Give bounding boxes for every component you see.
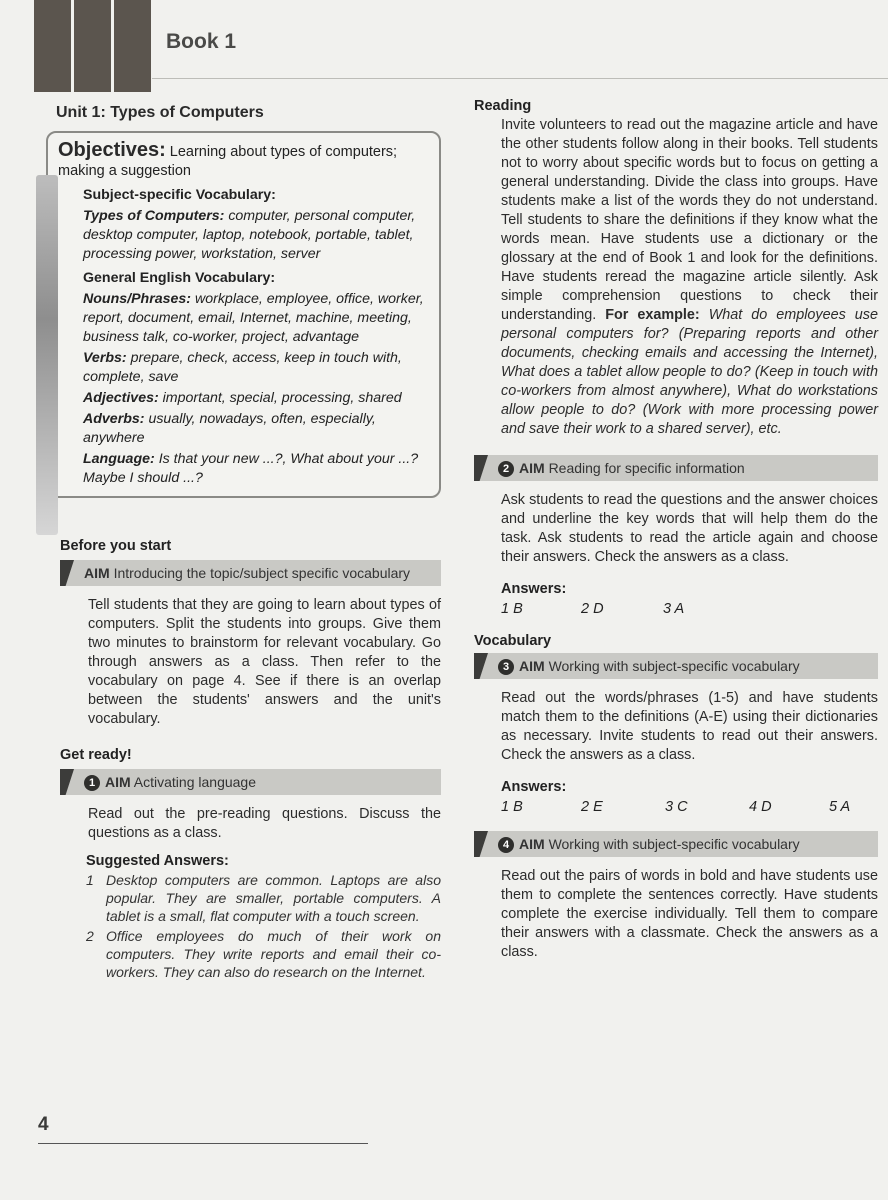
suggested-answers-heading: Suggested Answers:: [86, 853, 229, 869]
right-column: [474, 96, 878, 962]
adverbs-text: usually, nowadays, often, especially, anywhere: [83, 411, 376, 446]
aim-text: Reading for specific information: [548, 460, 745, 476]
answers-row: [501, 799, 878, 815]
aim-wedge: [474, 831, 488, 857]
verbs-label: Verbs:: [83, 350, 127, 366]
page-number: 4: [38, 1114, 49, 1135]
objectives-label: Objectives:: [58, 139, 166, 161]
aim-bar-1: [60, 769, 441, 795]
item-number: 2: [86, 928, 94, 944]
step-number-4: 4: [498, 837, 514, 853]
getready-paragraph: Read out the pre-reading questions. Discuss the questions as a class.: [88, 806, 441, 841]
answers-heading: Answers:: [501, 581, 567, 597]
unit-title: Unit 1: Types of Computers: [56, 104, 264, 121]
tab-block: [114, 0, 151, 92]
aim-wedge: [60, 560, 74, 586]
aim2-paragraph: Ask students to read the questions and the answer choices and underline the key words that will help them do the task. Ask students to read the article again and choose their answers. Check the answers as a class.: [501, 492, 878, 565]
aim-bar-2: [474, 455, 878, 481]
book-title: Book 1: [166, 30, 237, 53]
for-example-label: For example:: [605, 307, 700, 323]
answer: 4 D: [749, 799, 772, 815]
objectives-text: Learning about types of computers; making a suggestion: [58, 144, 398, 179]
nouns-vocab: [83, 290, 431, 347]
before-heading: Before you start: [60, 538, 172, 554]
before-paragraph: Tell students that they are going to learn about types of computers. Split the students into groups. Give them two minutes to brainstorm for relevant vocabulary. Go through answers as a class. Then refer to the vocabulary on page 4. See if there is an overlap between the students' answers and the unit's vocabulary.: [88, 597, 441, 727]
nouns-text: workplace, employee, office, worker, report, document, email, Internet, machine, meeting, business talk, co-worker, project, advantage: [83, 291, 424, 345]
objectives-heading: [58, 141, 431, 181]
aim-wedge: [60, 769, 74, 795]
adverbs-label: Adverbs:: [83, 411, 145, 427]
answer: 1 B: [501, 799, 523, 815]
header-rule: [152, 78, 888, 79]
answers-heading: Answers:: [501, 779, 567, 795]
aim-label: AIM: [519, 658, 545, 674]
reading-paragraph: [501, 116, 878, 439]
objectives-box: [46, 131, 441, 498]
item-text: Office employees do much of their work on computers. They write reports and email their co-workers. They can also do research on the Internet.: [106, 928, 441, 980]
step-number-3: 3: [498, 659, 514, 675]
answer: 2 D: [581, 601, 604, 617]
footer-rule: [38, 1143, 368, 1144]
aim3-paragraph: Read out the words/phrases (1-5) and have students match them to the definitions (A-E) using their dictionaries as necessary. Invite students to read out their answers. Check the answers as a class.: [501, 690, 878, 763]
suggested-answer-item: [86, 871, 441, 925]
verbs-text: prepare, check, access, keep in touch with, complete, save: [83, 350, 402, 385]
aim4-paragraph: Read out the pairs of words in bold and have students use them to complete the sentences correctly. Have students complete the exercise individually. Tell them to compare their answers with a classmate. Check the answers as a class.: [501, 868, 878, 960]
aim-label: AIM: [519, 460, 545, 476]
aim-text: Working with subject-specific vocabulary: [548, 836, 800, 852]
general-vocab-heading: General English Vocabulary:: [83, 270, 276, 286]
verbs-vocab: [83, 349, 431, 387]
suggested-answer-item: [86, 927, 441, 981]
aim-label: AIM: [84, 565, 110, 581]
answer: 2 E: [581, 799, 603, 815]
adjectives-label: Adjectives:: [83, 390, 159, 406]
aim-wedge: [474, 455, 488, 481]
nouns-label: Nouns/Phrases:: [83, 291, 192, 307]
aim-text: Activating language: [133, 774, 256, 790]
types-label: Types of Computers:: [83, 208, 225, 224]
aim-label: AIM: [519, 836, 545, 852]
adjectives-vocab: [83, 389, 431, 408]
answers-row: [501, 601, 878, 617]
answer: 3 A: [663, 601, 685, 617]
language-label: Language:: [83, 451, 155, 467]
step-number-2: 2: [498, 461, 514, 477]
objectives-strip: [36, 175, 58, 535]
aim-wedge: [474, 653, 488, 679]
adjectives-text: important, special, processing, shared: [162, 390, 402, 406]
book-tabs-decoration: [34, 0, 151, 92]
step-number-1: 1: [84, 775, 100, 791]
aim-text: Introducing the topic/subject specific vocabulary: [113, 565, 411, 581]
left-column: [46, 100, 441, 981]
item-number: 1: [86, 872, 94, 888]
aim-bar-intro: [60, 560, 441, 586]
vocabulary-heading: Vocabulary: [474, 633, 552, 649]
language-vocab: [83, 450, 431, 488]
answer: 3 C: [665, 799, 688, 815]
adverbs-vocab: [83, 410, 431, 448]
types-vocab: [83, 207, 431, 264]
aim-label: AIM: [105, 774, 131, 790]
tab-block: [74, 0, 111, 92]
aim-bar-4: [474, 831, 878, 857]
answer: 1 B: [501, 601, 523, 617]
subject-vocab-heading: Subject-specific Vocabulary:: [83, 187, 276, 203]
item-text: Desktop computers are common. Laptops are also popular. They are smaller, portable computers. A tablet is a small, flat computer with a touch screen.: [106, 872, 441, 924]
getready-heading: Get ready!: [60, 747, 132, 763]
aim-text: Working with subject-specific vocabulary: [548, 658, 800, 674]
reading-text-b: What do employees use personal computers for? (Preparing reports and other documents, checking emails and accessing the Internet), What does a tablet allow people to do? (Keep in touch with co-workers from almost anywhere), What do workstations allow people to do? (Work with more processing power and save their work to a shared server), etc.: [501, 307, 878, 437]
answer: 5 A: [829, 799, 851, 815]
types-text: computer, personal computer, desktop computer, laptop, notebook, portable, tablet, processing power, workstation, server: [83, 208, 416, 262]
language-text: Is that your new ...?, What about your ...? Maybe I should ...?: [83, 451, 419, 486]
aim-bar-3: [474, 653, 878, 679]
reading-heading: Reading: [474, 98, 532, 114]
reading-text-a: Invite volunteers to read out the magazine article and have the other students follow along in their books. Tell students not to worry about specific words but to focus on getting a general understanding. Divide the class into groups. Have students make a list of the words they do not understand. Tell students to share the definitions if they know what the words mean. Have students use a dictionary or the glossary at the end of Book 1 and look for the definitions. Have students reread the magazine article silently. Ask simple comprehension questions to check their understanding.: [501, 117, 878, 323]
tab-block: [34, 0, 71, 92]
